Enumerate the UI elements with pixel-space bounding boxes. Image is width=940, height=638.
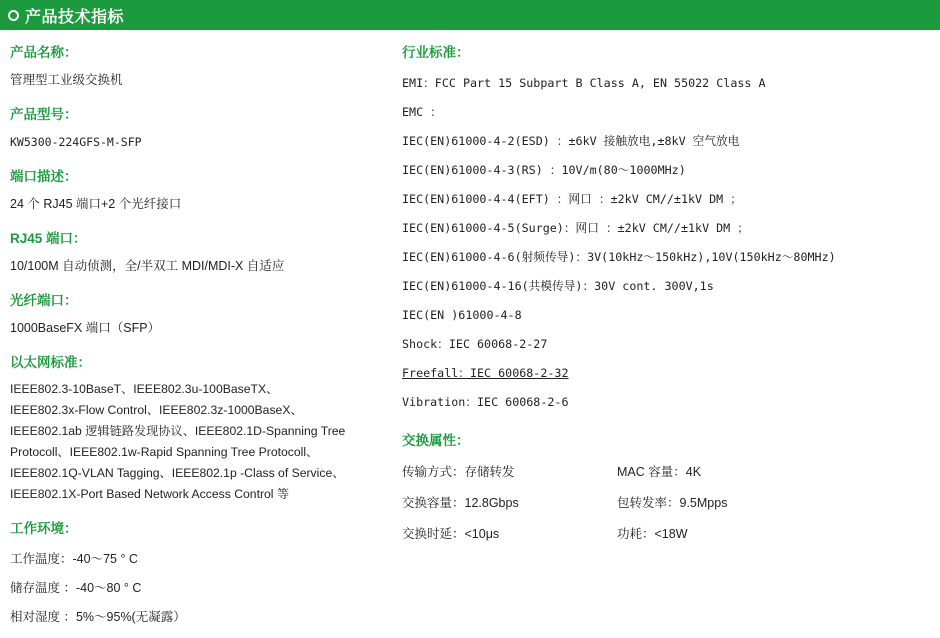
page-header	[0, 0, 940, 30]
circle-bullet-icon	[8, 10, 19, 21]
rj45-block	[10, 230, 396, 277]
industry-standard-line: Shock：IEC 60068-2-27	[402, 337, 548, 351]
industry-standard-line: Vibration：IEC 60068-2-6	[402, 395, 569, 409]
ethernet-standards-title: 以太网标准：	[10, 355, 91, 370]
product-model-block	[10, 106, 396, 153]
industry-standard-line: EMI：FCC Part 15 Subpart B Class A, EN 55022 Class A	[402, 76, 766, 90]
spec-columns	[0, 30, 940, 638]
ethernet-standard-line: IEEE802.1X-Port Based Network Access Control 等	[10, 487, 290, 501]
switch-attribute-value: 功耗：<18W	[617, 527, 688, 541]
rj45-title: RJ45 端口：	[10, 231, 87, 246]
left-column	[0, 44, 396, 638]
port-description-value: 24 个 RJ45 端口+2 个光纤接口	[10, 197, 182, 211]
industry-standard-line: Freefall：IEC 60068-2-32	[402, 366, 569, 380]
ethernet-standard-line: IEEE802.1Q-VLAN Tagging、IEEE802.1p -Class of Service、	[10, 466, 345, 480]
switch-attributes-block	[402, 432, 940, 550]
industry-standard-line: IEC(EN)61000-4-2(ESD) ：±6kV 接触放电,±8kV 空气放电	[402, 134, 740, 148]
industry-standard-line: IEC(EN)61000-4-3(RS) ：10V/m(80～1000MHz)	[402, 163, 686, 177]
switch-attribute-label: 交换容量：12.8Gbps	[402, 496, 519, 510]
switch-attribute-label: 交换时延：<10μs	[402, 527, 500, 541]
industry-standard-title: 行业标准：	[402, 45, 470, 60]
product-name-title: 产品名称：	[10, 45, 78, 60]
ethernet-standards-block	[10, 354, 396, 505]
industry-standard-line: IEC(EN)61000-4-5(Surge)：网口 ：±2kV CM//±1kV DM ；	[402, 221, 749, 235]
switch-attribute-value: 包转发率：9.5Mpps	[617, 496, 728, 510]
environment-line: 储存温度 ：-40～80 ° C	[10, 581, 142, 595]
product-model-title: 产品型号：	[10, 107, 78, 122]
fiber-block	[10, 292, 396, 339]
ethernet-standard-line: Protocoll、IEEE802.1w-Rapid Spanning Tree Protocoll、	[10, 445, 319, 459]
right-column	[396, 44, 940, 638]
switch-attributes-grid	[402, 457, 940, 550]
industry-standard-line: EMC ：	[402, 105, 442, 119]
page-title: 产品技术指标	[25, 8, 125, 26]
fiber-value: 1000BaseFX 端口（SFP）	[10, 321, 161, 335]
port-description-title: 端口描述：	[10, 169, 78, 184]
switch-attributes-title: 交换属性：	[402, 433, 470, 448]
product-name-value: 管理型工业级交换机	[10, 73, 123, 87]
industry-standard-line: IEC(EN)61000-4-6(射频传导)：3V(10kHz～150kHz),10V(150kHz～80MHz)	[402, 250, 836, 264]
fiber-title: 光纤端口：	[10, 293, 78, 308]
industry-standard-line: IEC(EN)61000-4-16(共模传导)：30V cont. 300V,1s	[402, 279, 714, 293]
ethernet-standard-line: IEEE802.1ab 逻辑链路发现协议、IEEE802.1D-Spanning Tree	[10, 424, 346, 438]
port-description-block	[10, 168, 396, 215]
environment-line: 相对湿度 ：5%～95%(无凝露）	[10, 610, 186, 624]
ethernet-standard-line: IEEE802.3-10BaseT、IEEE802.3u-100BaseTX、	[10, 382, 279, 396]
industry-standard-line: IEC(EN)61000-4-4(EFT) ：网口 ：±2kV CM//±1kV DM ；	[402, 192, 742, 206]
environment-block	[10, 520, 396, 632]
environment-line: 工作温度：-40～75 ° C	[10, 552, 138, 566]
industry-standard-block	[402, 44, 940, 417]
ethernet-standard-line: IEEE802.3x-Flow Control、IEEE802.3z-1000BaseX、	[10, 403, 303, 417]
switch-attribute-value: MAC 容量：4K	[617, 465, 702, 479]
switch-attribute-label: 传输方式：存储转发	[402, 465, 515, 479]
environment-title: 工作环境：	[10, 521, 78, 536]
industry-standard-line: IEC(EN )61000-4-8	[402, 308, 522, 322]
product-name-block	[10, 44, 396, 91]
product-model-value: KW5300-224GFS-M-SFP	[10, 135, 142, 149]
rj45-value: 10/100M 自动侦测，全/半双工 MDI/MDI-X 自适应	[10, 259, 285, 273]
